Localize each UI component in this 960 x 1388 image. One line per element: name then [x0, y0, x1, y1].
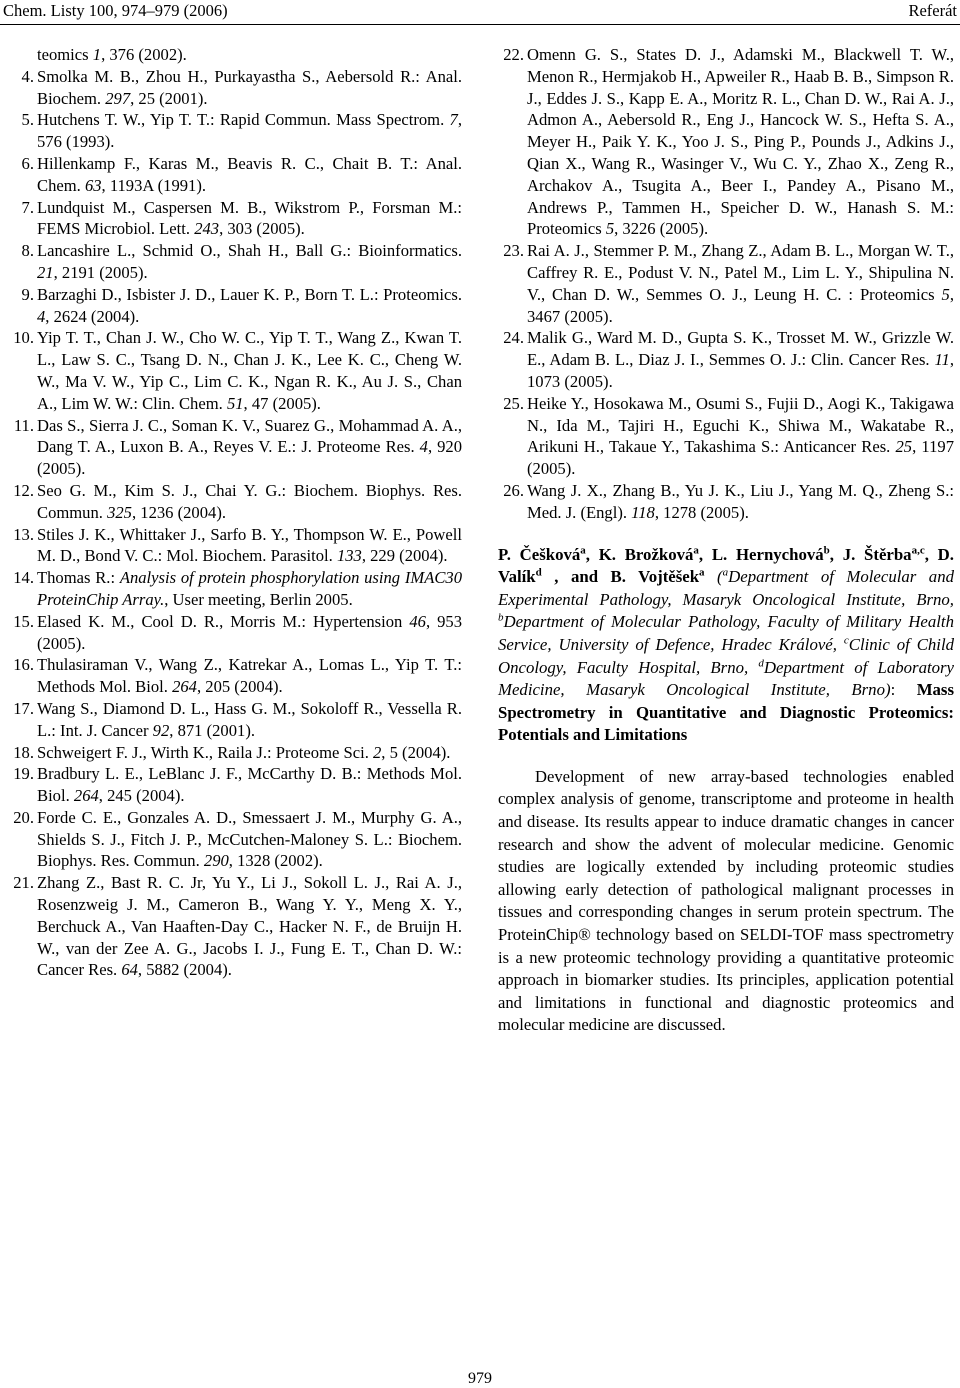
- text-run: 325: [107, 502, 132, 522]
- text-run: 21: [37, 262, 54, 282]
- heading-run: Mass Spectrometry in Quantitative and Diagnostic Proteomics: Potentials and Limitations: [498, 680, 954, 745]
- text-run: 4: [37, 306, 46, 326]
- reference-text: [37, 872, 462, 981]
- reference-item: [8, 284, 462, 328]
- text-run: , 25 (2001).: [130, 88, 208, 108]
- heading-run: a: [722, 566, 729, 579]
- reference-item: [8, 153, 462, 197]
- reference-item: [8, 327, 462, 414]
- text-run: Yip T. T., Chan J. W., Cho W. C., Yip T. T., Wang Z., Kwan T. L., Law S. C., Tsang D. N., Chan J. K., Lee K. C., Cheng W. W., Ma V. W., Yip C., Lim C. K., Ngan R. K., Au J. S., Chan A., Lim W. W.: Clin. Chem.: [37, 328, 462, 413]
- reference-item: [8, 872, 462, 981]
- reference-item: [498, 240, 954, 327]
- text-run: , 47 (2005).: [243, 393, 321, 413]
- reference-number: 24.: [503, 328, 524, 348]
- reference-text: [37, 153, 462, 197]
- heading-run: d: [758, 656, 764, 669]
- text-run: 243: [194, 219, 220, 239]
- text-run: , 1278 (2005).: [654, 502, 749, 522]
- text-run: 297: [105, 88, 131, 108]
- text-run: Forde C. E., Gonzales A. D., Smessaert J. M., Murphy G. A., Shields S. J., Fitch J. P., McCutchen-Maloney S. L.: Biochem. Biophys. Res. Commun.: [37, 807, 462, 871]
- reference-text: [37, 284, 462, 328]
- text-run: Omenn G. S., States D. J., Adamski M., Blackwell T. W., Menon R., Hermjakob H., Apweiler R., Haab B. B., Simpson R. J., Eddes J. S., Kapp E. A., Moritz R. L., Chan D. W., Rai A. J., Admon A., Aebersold R., Eng J., Hancock W. S., Hefta S. A., Meyer H., Paik Y. K., Yoo J. S., Ping P., Pounds J., Adkins J., Qian X., Wang R., Wasinger V., Wu C. Y., Zhao X., Zeng R., Archakov A., Tsugita A., Beer I., Pandey A., Pisano M., Andrews P., Tammen H., Speicher D. W., Hanash S. M.: Proteomics: [527, 45, 954, 239]
- text-run: , 2191 (2005).: [53, 262, 148, 282]
- text-run: , 376 (2002).: [101, 45, 187, 64]
- text-run: Das S., Sierra J. C., Soman K. V., Suarez G., Mohammad A. A., Dang T. A., Luxon B. A., Reyes V. E.: J. Proteome Res.: [37, 415, 462, 457]
- heading-run: d: [535, 566, 542, 579]
- reference-number: 10.: [13, 328, 34, 348]
- text-run: , 1193A (1991).: [101, 175, 207, 195]
- text-run: 25: [895, 437, 913, 457]
- text-run: Thomas R.:: [37, 568, 120, 588]
- text-run: 5: [941, 284, 950, 304]
- reference-item: [8, 807, 462, 872]
- text-run: , 303 (2005).: [219, 219, 305, 239]
- text-run: 290: [203, 851, 229, 871]
- text-run: 1: [92, 45, 102, 64]
- heading-run: , K. Brožková: [585, 544, 694, 564]
- text-run: 264: [73, 786, 99, 806]
- text-run: Lundquist M., Caspersen M. B., Wikstrom P., Forsman M.: FEMS Microbiol. Lett.: [37, 197, 462, 239]
- reference-text: [37, 415, 462, 480]
- heading-run: Department of Laboratory Medicine, Masaryk Oncological Institute, Brno): [498, 657, 954, 700]
- text-run: Hutchens T. W., Yip T. T.: Rapid Commun. Mass Spectrom.: [37, 110, 450, 130]
- reference-text: [37, 240, 462, 284]
- text-run: , 229 (2004).: [361, 546, 448, 566]
- reference-number: 9.: [21, 284, 34, 304]
- text-run: , 5 (2004).: [381, 742, 451, 762]
- reference-number: 21.: [13, 873, 34, 893]
- heading-run: P. Češková: [498, 544, 581, 564]
- text-run: Thulasiraman V., Wang Z., Katrekar A., Lomas L., Yip T. T.: Methods Mol. Biol.: [37, 655, 462, 697]
- reference-item: [498, 44, 954, 240]
- text-run: , 1073 (2005).: [527, 350, 954, 391]
- text-run: 51: [226, 393, 244, 413]
- reference-text: [37, 197, 462, 241]
- reference-item: [8, 654, 462, 698]
- text-run: 7: [449, 110, 458, 130]
- reference-item: [498, 480, 954, 524]
- heading-run: b: [498, 611, 504, 624]
- text-run: , 920 (2005).: [37, 437, 462, 479]
- reference-number: 25.: [503, 393, 524, 413]
- text-run: , 245 (2004).: [98, 786, 185, 806]
- text-run: , 1197 (2005).: [527, 437, 954, 479]
- text-run: 63: [84, 175, 102, 195]
- text-run: Wang S., Diamond D. L., Hass G. M., Sokoloff R., Vessella R. L.: Int. J. Cancer: [37, 698, 462, 740]
- text-run: 264: [172, 677, 197, 697]
- text-run: , 3226 (2005).: [614, 219, 709, 239]
- reference-item: [8, 742, 462, 764]
- reference-item: [8, 611, 462, 655]
- reference-number: 17.: [13, 698, 34, 718]
- text-run: Malik G., Ward M. D., Gupta S. K., Trosset M. W., Grizzle W. E., Adam B. L., Diaz J. I., Semmes O. J.: Clin. Cancer Res.: [527, 328, 954, 370]
- reference-item: [498, 393, 954, 480]
- running-header: [0, 0, 960, 25]
- text-run: , 2624 (2004).: [45, 306, 140, 326]
- heading-run: a: [699, 566, 705, 579]
- heading-run: :: [890, 680, 917, 700]
- reference-text: [37, 109, 462, 153]
- page-number: 979: [468, 1370, 492, 1387]
- reference-text: [37, 654, 462, 698]
- text-run: 5: [605, 219, 615, 239]
- reference-item: [8, 44, 462, 66]
- text-run: 11: [934, 350, 950, 370]
- text-run: Lancashire L., Schmid O., Shah H., Ball G.: Bioinformatics.: [37, 241, 462, 261]
- reference-text: [37, 742, 462, 764]
- text-run: Zhang Z., Bast R. C. Jr, Yu Y., Li J., Sokoll L. J., Rai A. J., Rosenzweig J. M., Cameron B., Wang Y. Y., Meng X. Y., Berchuck A., Van Haaften-Day C., Hacker N. F., de Bruijn H. W., van der Zee A. G., Jacobs I. J., Fung E. T., Chan D. W.: Cancer Res.: [37, 873, 462, 980]
- left-column: [8, 44, 462, 981]
- reference-number: 7.: [21, 197, 34, 217]
- text-run: Seo G. M., Kim S. J., Chai Y. G.: Biochem. Biophys. Res. Commun.: [37, 480, 462, 522]
- text-run: , 871 (2001).: [169, 720, 255, 740]
- reference-item: [8, 415, 462, 480]
- reference-number: 20.: [13, 807, 34, 827]
- reference-item: [8, 567, 462, 611]
- heading-run: c: [843, 634, 849, 647]
- text-run: 46: [409, 611, 426, 631]
- reference-number: 8.: [21, 241, 34, 261]
- reference-text: [37, 327, 462, 414]
- heading-run: a,c: [911, 543, 925, 556]
- text-run: 133: [336, 546, 362, 566]
- reference-text: [37, 567, 462, 611]
- reference-text: [37, 480, 462, 524]
- reference-item: [8, 240, 462, 284]
- reference-number: 18.: [13, 742, 34, 762]
- text-run: , 953 (2005).: [37, 611, 463, 653]
- reference-text: [37, 66, 462, 110]
- reference-item: [8, 763, 462, 807]
- text-run: Stiles J. K., Whittaker J., Sarfo B. Y., Thompson W. E., Powell M. D., Bond V. C.: Mol. Biochem. Parasitol.: [37, 524, 462, 566]
- text-run: teomics: [37, 45, 93, 64]
- heading-run: (: [704, 567, 723, 587]
- reference-number: 23.: [503, 241, 524, 261]
- text-run: , 205 (2004).: [196, 677, 283, 697]
- reference-number: 13.: [13, 524, 34, 544]
- text-run: , 576 (1993).: [37, 110, 462, 152]
- reference-number: 6.: [21, 153, 34, 173]
- heading-run: Department of Molecular Pathology, Faculty of Military Health Service, University of Defence, Hradec Králové,: [498, 612, 954, 654]
- text-run: 4: [419, 437, 428, 457]
- reference-text: [37, 611, 462, 655]
- reference-text: [527, 327, 954, 392]
- reference-number: 5.: [21, 110, 34, 130]
- reference-number: 11.: [13, 415, 34, 435]
- section-label: Referát: [908, 1, 957, 20]
- reference-text: [527, 480, 954, 524]
- heading-run: a: [693, 543, 699, 556]
- text-run: Bradbury L. E., LeBlanc J. F., McCarthy D. B.: Methods Mol. Biol.: [37, 764, 462, 806]
- heading-run: a: [580, 543, 586, 556]
- reference-text: [37, 524, 462, 568]
- reference-text: [527, 240, 954, 327]
- reference-item: [8, 524, 462, 568]
- reference-number: 16.: [13, 655, 34, 675]
- heading-run: , L. Hernychová: [698, 544, 824, 564]
- text-run: Analysis of protein phosphorylation using IMAC30 ProteinChip Array.: [37, 568, 462, 609]
- reference-number: 4.: [21, 66, 34, 86]
- abstract-heading: [498, 544, 954, 747]
- reference-item: [498, 327, 954, 392]
- text-run: 2: [373, 742, 382, 762]
- text-run: Barzaghi D., Isbister J. D., Lauer K. P., Born T. L.: Proteomics.: [37, 284, 462, 304]
- right-column: [498, 44, 954, 1037]
- text-run: Rai A. J., Stemmer P. M., Zhang Z., Adam B. L., Morgan W. T., Caffrey R. E., Podust V. N., Patel M., Lim L. Y., Shipulina N. V., Chan D. W., Semmes O. J., Leung H. C. : Proteomics: [527, 241, 954, 304]
- text-run: , User meeting, Berlin 2005.: [164, 589, 353, 609]
- heading-run: , and B. Vojtěšek: [541, 567, 700, 587]
- reference-text: [37, 763, 462, 807]
- text-run: Schweigert F. J., Wirth K., Raila J.: Proteome Sci.: [37, 742, 373, 762]
- text-run: Smolka M. B., Zhou H., Purkayastha S., Aebersold R.: Anal. Biochem.: [37, 66, 462, 108]
- text-run: Elased K. M., Cool D. R., Morris M.: Hypertension: [37, 611, 410, 631]
- text-run: , 1236 (2004).: [131, 502, 226, 522]
- reference-number: 19.: [13, 764, 34, 784]
- text-run: 92: [152, 720, 170, 740]
- text-run: Heike Y., Hosokawa M., Osumi S., Fujii D., Aogi K., Takigawa N., Ida M., Tajiri H., Eguchi K., Shiwa M., Wakatabe R., Arikuni H., Takaue Y., Takashima S.: Anticancer Res.: [527, 393, 954, 457]
- reference-number: 15.: [13, 611, 34, 631]
- text-run: 118: [631, 502, 655, 522]
- reference-text: [527, 44, 954, 240]
- text-run: 64: [121, 960, 138, 980]
- journal-citation: Chem. Listy 100, 974–979 (2006): [3, 1, 228, 20]
- heading-run: b: [823, 543, 830, 556]
- reference-number: 26.: [503, 480, 524, 500]
- reference-number: 12.: [13, 480, 34, 500]
- reference-text: [527, 393, 954, 480]
- abstract-body: Development of new array-based technologies enabled complex analysis of genome, transcriptome and proteome in health and disease. Its results appear to induce dramatic changes in cancer research and show the advent of molecular medicine. Genomic studies are logically extended by including proteomic studies allowing early detection of pathological malignant processes in tissues and corresponding changes in serum protein spectrum. The ProteinChip® technology based on SELDI-TOF mass spectrometry is a new proteomic technology providing a quantitative proteomic approach in biomarker studies. Its principles, application potential and limitations in functional and diagnostic proteomics and molecular medicine are discussed.: [498, 766, 954, 1035]
- reference-text: [37, 698, 462, 742]
- reference-text: [37, 44, 462, 66]
- heading-run: Department of Molecular and Experimental Pathology, Masaryk Oncological Institute, Brno,: [498, 567, 954, 609]
- reference-item: [8, 698, 462, 742]
- text-run: , 1328 (2002).: [228, 851, 323, 871]
- heading-run: , D. Valík: [498, 544, 954, 587]
- text-run: , 3467 (2005).: [527, 284, 954, 326]
- reference-item: [8, 480, 462, 524]
- reference-list: [498, 44, 954, 524]
- reference-number: 22.: [503, 45, 524, 64]
- text-run: , 5882 (2004).: [137, 960, 232, 980]
- reference-number: 14.: [13, 568, 34, 588]
- reference-item: [8, 66, 462, 110]
- reference-text: [37, 807, 462, 872]
- text-run: Hillenkamp F., Karas M., Beavis R. C., Chait B. T.: Anal. Chem.: [37, 153, 462, 195]
- reference-item: [8, 197, 462, 241]
- heading-run: Clinic of Child Oncology, Faculty Hospital, Brno,: [498, 634, 954, 677]
- heading-run: , J. Štěrba: [829, 544, 912, 564]
- text-run: Wang J. X., Zhang B., Yu J. K., Liu J., Yang M. Q., Zheng S.: Med. J. (Engl).: [527, 480, 954, 522]
- reference-item: [8, 109, 462, 153]
